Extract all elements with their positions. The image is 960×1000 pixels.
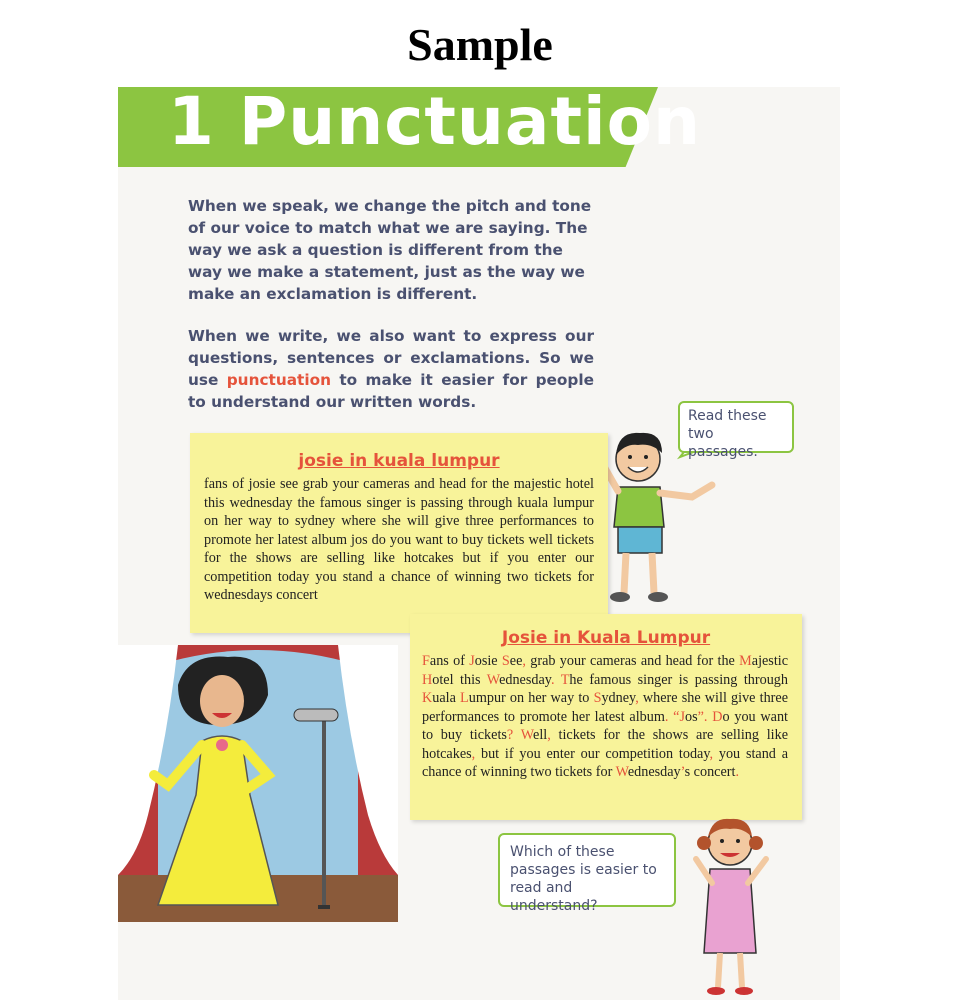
punctuation-mark: S <box>593 690 602 706</box>
passage-text: you stand a chance of winning two tickets for <box>422 745 788 780</box>
punctuation-mark: L <box>460 690 469 706</box>
passage-text: otel this <box>432 671 487 688</box>
punctuation-mark: T <box>560 671 570 688</box>
passage-text: ee <box>509 653 523 669</box>
punctuation-mark: W <box>486 671 500 688</box>
passage-text: umpur on her way to <box>468 690 594 706</box>
unpunctuated-passage-panel <box>190 433 608 633</box>
punctuation-mark: S <box>501 653 510 669</box>
intro-paragraph-1: When we speak, we change the pitch and tone of our voice to match what we are saying. The way we ask a question is different from the way we make a statement, just as the way we make an exclamation is different. <box>188 197 592 303</box>
punctuation-mark: , <box>522 653 526 669</box>
punctuation-mark: W <box>615 764 628 780</box>
passage-text: tickets for the shows are selling like hotcakes <box>422 727 788 762</box>
punctuated-passage-panel <box>410 614 802 820</box>
passage-text <box>513 727 521 743</box>
punctuated-passage-body <box>410 652 802 782</box>
intro-p2-before: When we write, we also want to express our questions, sentences or exclamations. So we use <box>188 327 594 389</box>
punctuation-mark: W <box>520 727 534 743</box>
passage-text: where she will give three performances to promote her latest album <box>422 690 788 725</box>
punctuation-mark: M <box>739 653 752 669</box>
textbook-page <box>118 87 840 1000</box>
girl-illustration <box>676 803 786 999</box>
punctuation-highlight: punctuation <box>226 371 332 389</box>
punctuation-mark: J <box>469 653 475 669</box>
punctuation-mark: ’ <box>680 764 685 780</box>
singer-stage-illustration <box>118 645 398 922</box>
punctuation-mark: D <box>712 708 723 725</box>
punctuated-passage-title: Josie in Kuala Lumpur <box>501 628 711 648</box>
passage-text: o you want to buy tickets <box>422 708 788 743</box>
passage-text: s concert <box>684 764 736 780</box>
passage-text: osie <box>474 653 502 669</box>
passage-text: grab your cameras and head for the <box>525 653 740 669</box>
passage-text: ajestic <box>751 653 789 669</box>
punctuation-mark: K <box>422 690 433 706</box>
punctuation-mark: . <box>550 671 555 688</box>
punctuation-mark: . “J <box>664 708 685 725</box>
unpunctuated-passage-title: josie in kuala lumpur <box>298 451 500 471</box>
punctuation-mark: ? <box>506 727 514 743</box>
punctuation-mark: H <box>422 671 433 688</box>
girl-speech-bubble: Which of these passages is easier to read and understand? <box>498 833 676 907</box>
passage-text: ednesday <box>627 764 681 780</box>
punctuation-mark: , <box>635 690 639 706</box>
punctuation-mark: . <box>735 764 739 780</box>
sample-label: Sample <box>407 19 553 70</box>
passage-text: ednesday <box>499 671 551 688</box>
intro-p2-after: to make it easier for people to understand our written words. <box>188 371 594 411</box>
unpunctuated-passage-body: fans of josie see grab your cameras and head for the majestic hotel this wednesday the famous singer is passing through kuala lumpur on her way to sydney where she will give three performances to promote her latest album jos do you want to buy tickets well tickets for the shows are selling like hotcakes but if you enter our competition today you stand a chance of winning two tickets for wednesdays concert <box>204 476 594 603</box>
punctuation-mark: , <box>471 745 476 762</box>
intro-paragraph-2 <box>188 325 594 413</box>
passage-text: os <box>685 708 698 725</box>
passage-text: uala <box>432 690 461 706</box>
boy-speech-bubble: Read these two passages. <box>678 401 794 453</box>
passage-text: ell <box>533 727 548 743</box>
passage-text: ydney <box>601 690 636 706</box>
passage-text: ans of <box>429 653 470 669</box>
passage-text: but if you enter our competition today <box>475 745 710 762</box>
punctuation-mark: , <box>547 727 551 743</box>
passage-text: he famous singer is passing through <box>569 671 788 688</box>
punctuation-mark: ”. <box>697 708 708 725</box>
punctuation-mark: , <box>709 745 714 762</box>
punctuation-mark: F <box>422 653 430 669</box>
chapter-title: 1 Punctuation <box>168 87 701 160</box>
